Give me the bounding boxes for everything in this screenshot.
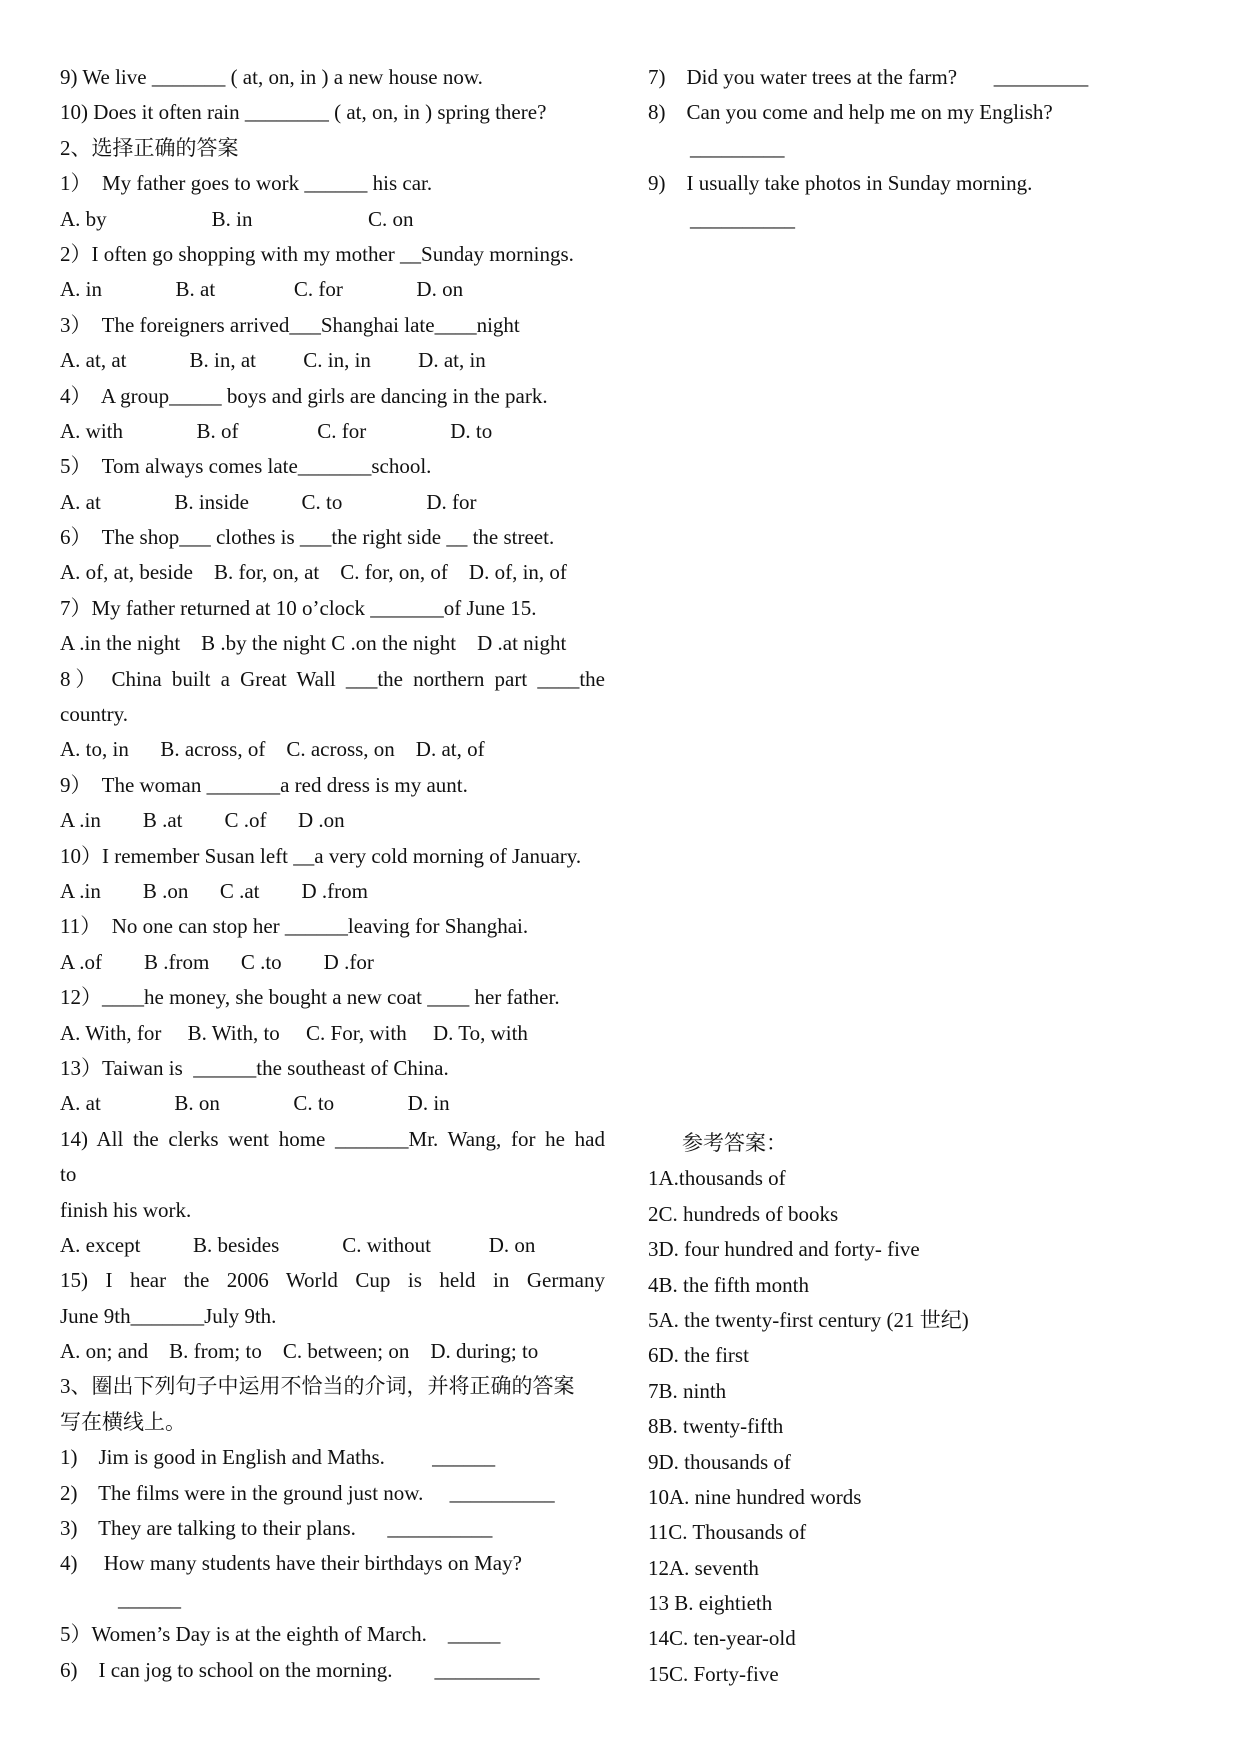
question: 3） The foreigners arrived___Shanghai late____night (60, 312, 520, 337)
question-continued: country. (60, 702, 129, 727)
question: 2）I often go shopping with my mother __Sunday mornings. (60, 241, 574, 266)
question: 9） The woman _______a red dress is my aunt. (60, 772, 468, 797)
answer-item: 5A. the twenty-first century (21 世纪) (648, 1307, 969, 1332)
options: A. at B. on C. to D. in (60, 1091, 450, 1116)
options: A. on; and B. from; to C. between; on D. during; to (60, 1339, 539, 1364)
answer-item: 13 B. eightieth (648, 1591, 773, 1616)
options: A. by B. in C. on (60, 206, 414, 231)
answer-item: 1A.thousands of (648, 1166, 786, 1191)
question: 1） My father goes to work ______ his car. (60, 171, 433, 196)
options: A. of, at, beside B. for, on, at C. for, on, of D. of, in, of (60, 560, 567, 585)
answer-item: 3D. four hundred and forty- five (648, 1237, 920, 1262)
options: A .in B .at C .of D .on (60, 808, 345, 833)
answer-item: 11C. Thousands of (648, 1520, 807, 1545)
answer-item: 8B. twenty-fifth (648, 1414, 784, 1439)
question: 4） A group_____ boys and girls are dancing in the park. (60, 383, 548, 408)
question: 7）My father returned at 10 o’clock _______of June 15. (60, 595, 537, 620)
options: A. except B. besides C. without D. on (60, 1232, 536, 1257)
section-heading-continued: 写在横线上。 (60, 1409, 186, 1434)
question: 6） The shop___ clothes is ___the right side __ the street. (60, 525, 555, 550)
exercise-line: 2) The films were in the ground just now. __________ (60, 1480, 555, 1505)
question: 15) I hear the 2006 World Cup is held in Germany (60, 1268, 605, 1293)
answer-blank: _________ (690, 135, 785, 160)
answer-item: 10A. nine hundred words (648, 1484, 862, 1509)
exercise-line: 10) Does it often rain ________ ( at, on, in ) spring there? (60, 100, 547, 125)
options: A. to, in B. across, of C. across, on D. at, of (60, 737, 485, 762)
question: 13）Taiwan is ______the southeast of China. (60, 1055, 449, 1080)
answer-item: 6D. the first (648, 1343, 749, 1368)
options: A. at B. inside C. to D. for (60, 489, 477, 514)
answer-item: 15C. Forty-five (648, 1661, 779, 1686)
question-continued: June 9th_______July 9th. (60, 1303, 277, 1328)
answer-item: 7B. ninth (648, 1378, 727, 1403)
right-column (648, 60, 1208, 237)
answer-blank: ______ (118, 1586, 181, 1611)
answer-key-title: 参考答案： (682, 1131, 787, 1155)
question-continued: finish his work. (60, 1197, 192, 1222)
answer-item: 9D. thousands of (648, 1449, 791, 1474)
question: 11） No one can stop her ______leaving for Shanghai. (60, 914, 529, 939)
question: 14) All the clerks went home _______Mr. Wang, for he had (60, 1126, 605, 1151)
exercise-line: 3) They are talking to their plans. __________ (60, 1516, 493, 1541)
exercise-line: 1) Jim is good in English and Maths. ______ (60, 1445, 496, 1470)
answer-item: 14C. ten-year-old (648, 1626, 796, 1651)
section-heading: 3、圈出下列句子中运用不恰当的介词，并将正确的答案 (60, 1374, 575, 1399)
exercise-line: 8) Can you come and help me on my English? (648, 100, 1053, 125)
options: A .of B .from C .to D .for (60, 949, 374, 974)
answer-item: 12A. seventh (648, 1555, 759, 1580)
options: A. With, for B. With, to C. For, with D. To, with (60, 1020, 528, 1045)
left-column (60, 60, 605, 1688)
question-continued: to (60, 1162, 77, 1187)
question: 12）____he money, she bought a new coat ____ her father. (60, 985, 560, 1010)
exercise-line: 4) How many students have their birthdays on May? (60, 1551, 522, 1576)
answer-item: 2C. hundreds of books (648, 1201, 839, 1226)
question: 10）I remember Susan left __a very cold morning of January. (60, 843, 582, 868)
question: 8） China built a Great Wall ___the northern part ____the (60, 666, 605, 691)
answer-blank: __________ (690, 206, 795, 231)
answer-key (648, 1126, 1208, 1692)
section-heading: 2、选择正确的答案 (60, 135, 239, 160)
exercise-line: 6) I can jog to school on the morning. __________ (60, 1657, 540, 1682)
options: A. with B. of C. for D. to (60, 418, 493, 443)
exercise-line: 5）Women’s Day is at the eighth of March. _____ (60, 1622, 501, 1647)
exercise-line: 9) I usually take photos in Sunday morning. (648, 171, 1033, 196)
options: A. in B. at C. for D. on (60, 277, 464, 302)
options: A. at, at B. in, at C. in, in D. at, in (60, 348, 486, 373)
answer-item: 4B. the fifth month (648, 1272, 809, 1297)
exercise-line: 7) Did you water trees at the farm? _________ (648, 65, 1089, 89)
options: A .in the night B .by the night C .on the night D .at night (60, 631, 567, 656)
options: A .in B .on C .at D .from (60, 878, 368, 903)
question: 5） Tom always comes late_______school. (60, 454, 432, 479)
exercise-line: 9) We live _______ ( at, on, in ) a new house now. (60, 65, 483, 89)
